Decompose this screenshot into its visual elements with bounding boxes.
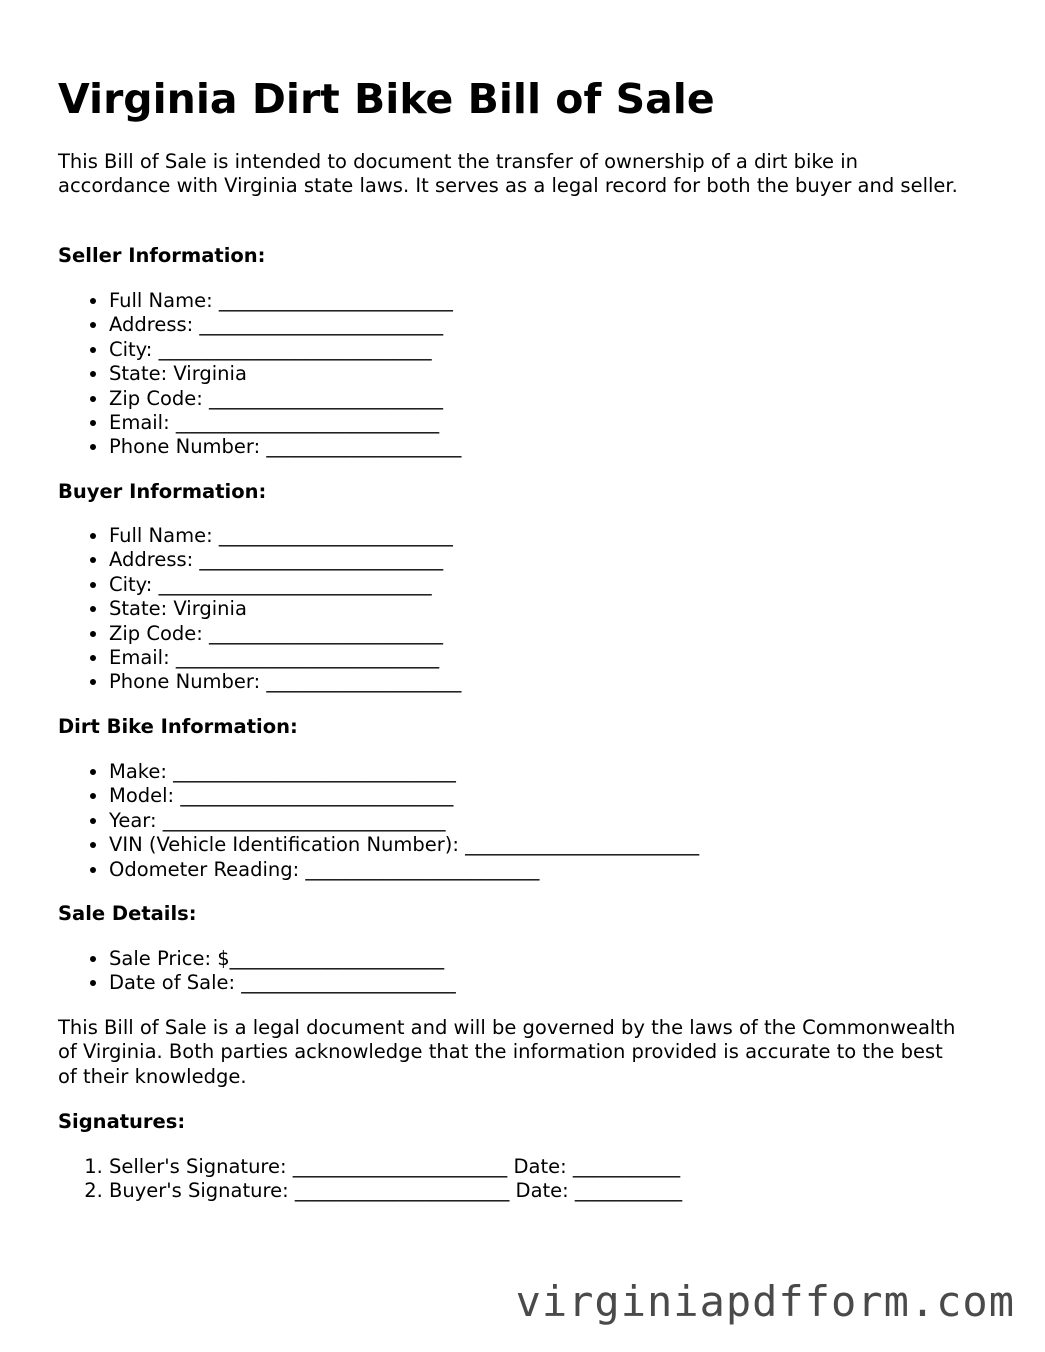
bike-heading: Dirt Bike Information: — [58, 715, 298, 738]
buyer-heading: Buyer Information: — [58, 480, 267, 503]
sale-price[interactable]: • Sale Price: $______________________ — [109, 947, 456, 971]
seller-city[interactable]: • City: ____________________________ — [109, 338, 461, 362]
intro-paragraph: This Bill of Sale is intended to document the transfer of ownership of a dirt bike in accordance with Virginia state laws. It serves as a legal record for both the buyer and seller. — [58, 150, 958, 198]
seller-heading: Seller Information: — [58, 244, 266, 267]
buyer-zip[interactable]: • Zip Code: ________________________ — [109, 622, 461, 646]
legal-paragraph: This Bill of Sale is a legal document and will be governed by the laws of the Commonwealth of Virginia. Both parties acknowledge that the information provided is accurate to the best of their knowledge. — [58, 1016, 956, 1088]
bike-make[interactable]: • Make: _____________________________ — [109, 760, 699, 784]
bike-vin[interactable]: • VIN (Vehicle Identification Number): ________________________ — [109, 833, 699, 857]
seller-address[interactable]: • Address: _________________________ — [109, 313, 461, 337]
buyer-state: • State: Virginia — [109, 597, 461, 621]
seller-email[interactable]: • Email: ___________________________ — [109, 411, 461, 435]
buyer-address[interactable]: • Address: _________________________ — [109, 548, 461, 572]
seller-list — [58, 289, 461, 460]
signatures-list — [58, 1155, 682, 1204]
buyer-email[interactable]: • Email: ___________________________ — [109, 646, 461, 670]
seller-state: • State: Virginia — [109, 362, 461, 386]
buyer-city[interactable]: • City: ____________________________ — [109, 573, 461, 597]
seller-zip[interactable]: • Zip Code: ________________________ — [109, 387, 461, 411]
seller-full-name[interactable]: • Full Name: ________________________ — [109, 289, 461, 313]
bike-odometer[interactable]: • Odometer Reading: ________________________ — [109, 858, 699, 882]
watermark-text: virginiapdfform.com — [515, 1277, 1015, 1326]
buyer-list — [58, 524, 461, 695]
bike-year[interactable]: • Year: _____________________________ — [109, 809, 699, 833]
buyer-full-name[interactable]: • Full Name: ________________________ — [109, 524, 461, 548]
page-title: Virginia Dirt Bike Bill of Sale — [58, 75, 715, 123]
bike-list — [58, 760, 699, 882]
sale-date[interactable]: • Date of Sale: ______________________ — [109, 971, 456, 995]
seller-phone[interactable]: • Phone Number: ____________________ — [109, 435, 461, 459]
bike-model[interactable]: • Model: ____________________________ — [109, 784, 699, 808]
signatures-heading: Signatures: — [58, 1110, 186, 1133]
sale-heading: Sale Details: — [58, 902, 197, 925]
buyer-signature[interactable]: 2. Buyer's Signature: ______________________ Date: ___________ — [109, 1179, 682, 1203]
seller-signature[interactable]: 1. Seller's Signature: ______________________ Date: ___________ — [109, 1155, 682, 1179]
buyer-phone[interactable]: • Phone Number: ____________________ — [109, 670, 461, 694]
sale-list — [58, 947, 456, 996]
